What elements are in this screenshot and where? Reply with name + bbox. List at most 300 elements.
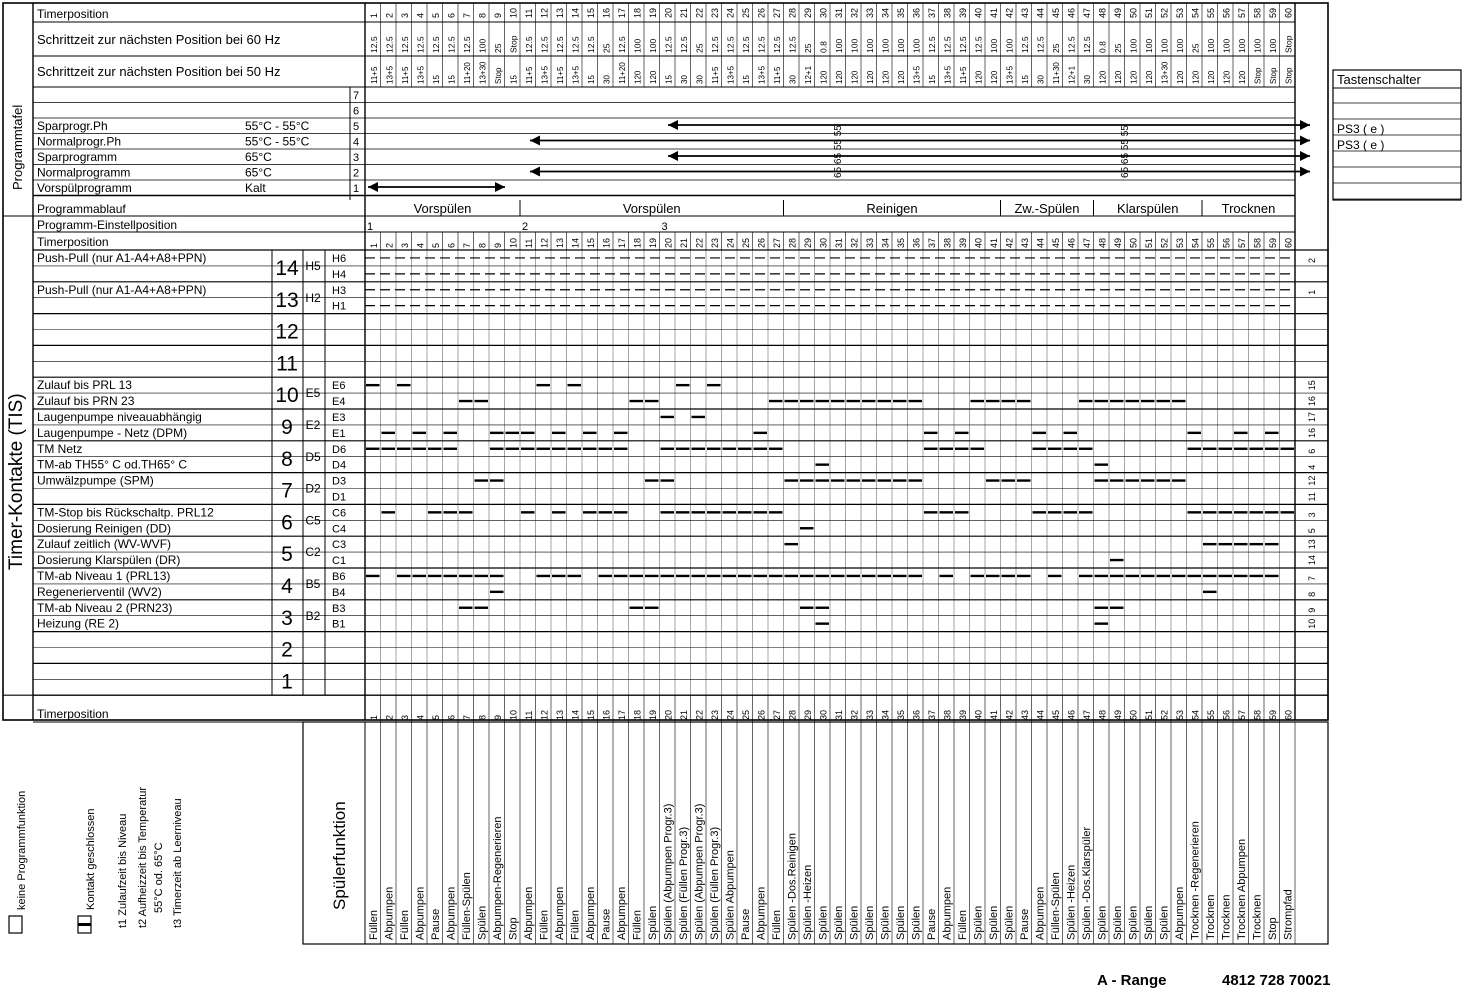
programm-temp: 65°C [245, 150, 272, 164]
timer-position-number: 6 [446, 242, 457, 248]
timer-position-number: 17 [616, 7, 627, 18]
contact-id: E6 [332, 380, 346, 393]
step50-value: 120 [896, 70, 906, 84]
timer-position-number: 20 [663, 7, 674, 18]
timer-position-number: 34 [880, 709, 891, 720]
strompfad-number: 6 [1307, 448, 1317, 454]
timer-position-number: 7 [461, 12, 472, 18]
timer-position-number: 5 [430, 714, 441, 720]
timer-position-number: 24 [725, 237, 736, 248]
timer-position-number: 9 [492, 12, 503, 18]
program-arrow-head [530, 167, 540, 177]
function-label: Füllen [770, 910, 783, 940]
function-label: Pause [1018, 908, 1031, 940]
function-label: Abpumpen [1173, 886, 1186, 940]
strompfad-number: 8 [1307, 591, 1317, 597]
strompfad-number: 17 [1307, 411, 1317, 422]
step50-value: 120 [1144, 70, 1154, 84]
contact-label: TM-ab Niveau 2 (PRN23) [37, 600, 173, 615]
timer-row-label: Timerposition [37, 235, 109, 249]
function-label: Spülen Abpumpen [724, 850, 737, 940]
timer-position-number: 29 [802, 237, 813, 248]
programm-name: Vorspülprogramm [37, 181, 132, 195]
programm-name: Sparprogr.Ph [37, 119, 108, 133]
step50-value: 120 [1113, 70, 1123, 84]
step50-value: 11+5 [555, 66, 565, 84]
function-label: Abpumpen [445, 886, 458, 940]
contact-group: H2 [305, 290, 321, 305]
timer-position-number: 48 [1097, 237, 1108, 248]
legend-t1: t1 Zulaufzeit bis Niveau [117, 813, 129, 928]
function-title: Spülerfunktion [330, 801, 349, 910]
contact-group: E5 [305, 386, 321, 401]
step60-value: 25 [1112, 43, 1123, 53]
ablauf-label: Programmablauf [37, 202, 126, 216]
function-label: Spülen -Dos.Reinigen [786, 832, 799, 940]
footer-range: A - Range [1097, 972, 1167, 989]
timer-position-number: 4 [415, 714, 426, 720]
legend-t2b: 55°C od. 65°C [153, 842, 165, 913]
step60-value: 100 [911, 38, 922, 53]
timer-position-number: 57 [1236, 237, 1247, 248]
function-label: Spülen [1111, 905, 1124, 940]
timer-position-number: 7 [461, 242, 472, 248]
step60-value: 12.5 [756, 36, 767, 53]
timer-position-number: 5 [430, 12, 441, 18]
timer-position-number: 57 [1236, 709, 1247, 720]
step60-value: 100 [895, 38, 906, 53]
step60-value: 25 [802, 43, 813, 53]
contact-id: H1 [332, 300, 347, 313]
contact-label: TM-Stop bis Rückschaltp. PRL12 [37, 505, 214, 520]
step60-value: 25 [1050, 43, 1061, 53]
contact-id: H3 [332, 284, 347, 297]
strompfad-number: 11 [1307, 492, 1317, 502]
step50-value: 120 [850, 70, 860, 84]
step60-value: 12.5 [771, 36, 782, 53]
step50-value: 120 [648, 70, 658, 84]
legend-closed: Kontakt geschlossen [85, 808, 97, 910]
step50-value: 12+1 [803, 65, 813, 84]
contact-number: 3 [281, 606, 293, 630]
contact-id: E4 [332, 396, 346, 409]
timer-position-number: 11 [523, 8, 534, 18]
contact-label: TM Netz [37, 441, 83, 456]
timer-position-number: 14 [570, 237, 581, 248]
timer-position-number: 35 [895, 7, 906, 18]
contact-id: C4 [332, 523, 347, 536]
step60-value: 100 [833, 38, 844, 53]
function-label: Spülen [1096, 905, 1109, 940]
function-label: Abpumpen [414, 886, 427, 940]
step60-value: Stop [508, 35, 519, 53]
contact-label: Zulauf bis PRN 23 [37, 394, 135, 409]
timer-position-number: 13 [554, 237, 565, 248]
timer-position-number: 26 [756, 7, 767, 18]
step60-value: 12.5 [446, 36, 457, 53]
timer-position-number: 18 [632, 237, 643, 248]
program-arrow-head [668, 151, 678, 161]
contact-number: 7 [281, 479, 293, 503]
step60-value: 12.5 [942, 36, 953, 53]
timer-position-number: 24 [725, 7, 736, 18]
step50-value: 30 [695, 75, 705, 84]
step50-value: 15 [927, 75, 937, 84]
einstell-number: 1 [367, 221, 374, 233]
function-label: Spülen [817, 905, 830, 940]
step60-value: 12.5 [430, 36, 441, 53]
contact-number: 10 [275, 384, 299, 408]
timer-position-number: 10 [508, 237, 519, 248]
step60-value: 100 [988, 38, 999, 53]
contact-id: D3 [332, 475, 347, 488]
timer-position-number: 53 [1174, 709, 1185, 720]
step50-value: 120 [865, 70, 875, 84]
contact-number: 1 [281, 670, 293, 694]
timer-position-number: 47 [1081, 709, 1092, 720]
timer-position-number: 42 [1004, 7, 1015, 18]
timer-position-number: 27 [771, 237, 782, 248]
contact-label: TM-ab Niveau 1 (PRL13) [37, 569, 171, 583]
contact-id: D6 [332, 443, 347, 456]
timer-position-number: 13 [554, 7, 565, 18]
program-arrow-head [495, 182, 505, 192]
timer-position-number: 28 [787, 709, 798, 720]
timer-position-number: 29 [802, 709, 813, 720]
step60-value: 100 [849, 38, 860, 53]
timer-position-number: 60 [1283, 709, 1294, 720]
timer-position-number: 32 [849, 7, 860, 18]
timer-position-number: 2 [384, 242, 395, 248]
timer-position-number: 60 [1283, 237, 1294, 248]
timer-position-number: 47 [1081, 237, 1092, 248]
programmtafel-title: Programmtafel [10, 104, 25, 190]
step60-value: 12.5 [554, 36, 565, 53]
function-label: Abpumpen [522, 886, 535, 940]
program-arrow-head [1300, 167, 1310, 177]
timer-position-number: 6 [446, 12, 457, 18]
contact-label: Dosierung Klarspülen (DR) [37, 553, 181, 568]
contact-id: B3 [332, 602, 346, 615]
function-label: Spülen [1158, 905, 1171, 940]
step50-value: 30 [602, 75, 612, 84]
step50-value: 15 [447, 75, 457, 84]
step50-value: 120 [881, 70, 891, 84]
header-step60-label: Schrittzeit zur nächsten Position bei 60 Hz [37, 32, 281, 47]
step50-value: 15 [741, 75, 751, 84]
function-label: Abpumpen [383, 886, 396, 940]
timer-position-number: 58 [1252, 709, 1263, 720]
step50-value: 120 [1237, 70, 1247, 84]
timer-position-number: 52 [1159, 709, 1170, 720]
timer-position-number: 44 [1035, 7, 1046, 18]
timer-position-number: 58 [1252, 237, 1263, 248]
step60-value: 12.5 [585, 36, 596, 53]
program-arrow-head [1300, 151, 1310, 161]
step60-value: 12.5 [539, 36, 550, 53]
contact-number: 2 [281, 638, 293, 662]
timer-position-number: 54 [1190, 237, 1201, 248]
phase-label: Klarspülen [1117, 201, 1179, 216]
phase-label: Reinigen [866, 201, 918, 216]
timer-position-number: 8 [477, 714, 488, 720]
timer-position-number: 23 [709, 237, 720, 248]
timer-position-number: 16 [601, 709, 612, 720]
timer-position-number: 8 [477, 242, 488, 248]
timer-position-number: 29 [802, 7, 813, 18]
step50-value: 15 [431, 75, 441, 84]
step50-value: 15 [664, 75, 674, 84]
timer-position-number: 28 [787, 7, 798, 18]
strompfad-number: 1 [1307, 289, 1317, 295]
timer-position-number: 39 [957, 7, 968, 18]
timer-position-number: 31 [833, 709, 844, 720]
strompfad-number: 16 [1307, 427, 1317, 438]
step50-value: 120 [1098, 70, 1108, 84]
timer-position-number: 40 [973, 709, 984, 720]
function-label: Spülen [910, 905, 923, 940]
function-label: Füllen [538, 910, 551, 940]
step60-value: 12.5 [1066, 36, 1077, 53]
timer-position-number: 12 [539, 237, 550, 248]
function-label: Spülen [476, 905, 489, 940]
timer-position-number: 19 [647, 237, 658, 248]
function-label: Spülen -Heizen [801, 864, 814, 940]
function-label: Trocknen [1220, 894, 1233, 940]
function-label: Füllen-Spülen [460, 872, 473, 940]
step60-value: 12.5 [663, 36, 674, 53]
step50-value: 13+5 [912, 65, 922, 84]
timer-position-number: 25 [740, 237, 751, 248]
function-label: Spülen (Abpumpen Progr.3) [662, 803, 675, 940]
timer-position-number: 24 [725, 709, 736, 720]
timer-position-number: 1 [368, 714, 379, 720]
step50-value: 13+5 [1005, 65, 1015, 84]
step50-value: 13+5 [416, 65, 426, 84]
timer-position-number: 51 [1143, 709, 1154, 720]
timer-position-number: 38 [942, 709, 953, 720]
programm-number: 2 [353, 167, 360, 180]
timer-position-number: 18 [632, 709, 643, 720]
programm-number: 4 [353, 136, 360, 149]
step60-value: 25 [601, 43, 612, 53]
timer-position-number: 20 [663, 709, 674, 720]
timer-position-number: 10 [508, 7, 519, 18]
timer-position-number: 37 [926, 237, 937, 248]
step50-value: 15 [509, 75, 519, 84]
timer-position-number: 51 [1143, 237, 1154, 248]
timer-position-number: 44 [1035, 237, 1046, 248]
programm-name: Sparprogramm [37, 150, 118, 164]
timer-position-number: 50 [1128, 237, 1139, 248]
contact-number: 8 [281, 447, 293, 471]
timer-position-number: 45 [1050, 237, 1061, 248]
contact-label: Push-Pull (nur A1-A4+A8+PPN) [37, 251, 207, 265]
legend-t2: t2 Aufheizzeit bis Temperatur [137, 786, 149, 928]
timer-position-number: 3 [399, 12, 410, 18]
timer-position-number: 31 [833, 7, 844, 18]
programm-number: 6 [353, 105, 360, 118]
phase-label: Trocknen [1221, 201, 1276, 216]
timer-position-number: 39 [957, 709, 968, 720]
strompfad-number: 16 [1307, 396, 1317, 407]
step60-value: 100 [1252, 38, 1263, 53]
timer-position-number: 20 [663, 237, 674, 248]
contact-number: 11 [276, 352, 298, 376]
timer-position-number: 19 [647, 709, 658, 720]
step60-value: 100 [880, 38, 891, 53]
timer-position-number: 56 [1221, 709, 1232, 720]
strompfad-number: 13 [1307, 539, 1317, 550]
timer-position-number: 7 [461, 714, 472, 720]
step60-value: 12.5 [1081, 36, 1092, 53]
step50-value: 13+5 [943, 65, 953, 84]
contact-group: H5 [305, 259, 321, 273]
timer-position-number: 35 [895, 709, 906, 720]
step50-value: 120 [834, 70, 844, 84]
timer-position-number: 52 [1159, 237, 1170, 248]
timer-position-number: 15 [585, 237, 596, 248]
function-label: Spülen [972, 905, 985, 940]
timer-position-number: 8 [477, 12, 488, 18]
timer-position-number: 33 [864, 709, 875, 720]
step50-value: 11+5 [400, 66, 410, 84]
timer-position-number: 44 [1035, 709, 1046, 720]
timer-position-number: 57 [1236, 7, 1247, 18]
timer-position-number: 36 [911, 7, 922, 18]
timer-position-number: 34 [880, 237, 891, 248]
contact-id: C6 [332, 507, 347, 520]
step50-value: 11+5 [524, 66, 534, 84]
programm-temp: 55°C - 55°C [245, 134, 310, 149]
timer-position-number: 39 [957, 237, 968, 248]
step60-value: 12.5 [973, 36, 984, 53]
contact-number: 9 [281, 416, 293, 439]
timer-position-number: 49 [1112, 7, 1123, 18]
timer-position-number: 35 [895, 237, 906, 248]
programm-name: Normalprogr.Ph [37, 134, 122, 149]
function-label: Abpumpen [941, 886, 954, 940]
timer-position-number: 59 [1267, 237, 1278, 248]
program-temps-b: 65 65 55 55 [1120, 125, 1131, 178]
timer-position-number: 43 [1019, 7, 1030, 18]
function-label: Abpumpen-Regenerieren [491, 816, 504, 940]
contact-id: E3 [332, 412, 346, 424]
strompfad-number: 4 [1307, 464, 1317, 470]
phase-label: Vorspülen [622, 201, 681, 216]
timer-position-number: 21 [678, 709, 689, 720]
timer-position-number: 31 [833, 237, 844, 248]
contact-group: C5 [305, 513, 321, 528]
function-label: Spülen (Füllen Progr.3) [677, 826, 690, 940]
strompfad-number: 9 [1307, 607, 1317, 613]
timer-position-number: 22 [694, 709, 705, 720]
timer-position-number: 1 [368, 242, 379, 248]
contact-group: D5 [305, 449, 321, 464]
phase-label: Vorspülen [413, 201, 472, 216]
step60-value: 0.8 [1097, 41, 1108, 53]
timer-position-number: 18 [632, 7, 643, 18]
timer-position-number: 12 [539, 709, 550, 720]
step50-value: 13+5 [385, 65, 395, 84]
step60-value: 100 [1143, 38, 1154, 53]
function-label: Strompfad [1282, 889, 1295, 940]
step60-value: 100 [1236, 38, 1247, 53]
function-label: Spülen [894, 905, 907, 940]
step60-value: 100 [1205, 38, 1216, 53]
contact-label: Regenerierventil (WV2) [37, 584, 162, 599]
timer-position-number: 16 [601, 7, 612, 18]
programm-temp: 55°C - 55°C [245, 119, 310, 133]
step60-value: 12.5 [1019, 36, 1030, 53]
step50-value: 30 [1036, 75, 1046, 84]
program-arrow-head [1300, 120, 1310, 130]
function-label: Trocknen Abpumpen [1235, 838, 1248, 940]
timer-position-number: 9 [492, 242, 503, 248]
timer-position-number: 59 [1267, 709, 1278, 720]
programm-name: Normalprogramm [37, 165, 131, 180]
program-arrow-head [368, 182, 378, 192]
strompfad-number: 12 [1307, 475, 1317, 486]
contact-group: B5 [305, 577, 321, 591]
strompfad-number: 10 [1307, 618, 1317, 629]
contact-id: C1 [332, 555, 347, 568]
step60-value: 12.5 [678, 36, 689, 53]
timer-position-number: 48 [1097, 709, 1108, 720]
programm-temp: 65°C [245, 165, 272, 180]
timer-position-number: 27 [771, 7, 782, 18]
contact-id: E1 [332, 427, 346, 440]
timer-position-number: 40 [973, 237, 984, 248]
timer-position-number: 28 [787, 237, 798, 248]
timer-position-number: 42 [1004, 237, 1015, 248]
step60-value: 100 [1004, 38, 1015, 53]
function-label: Spülen [1142, 905, 1155, 940]
strompfad-number: 5 [1307, 528, 1317, 534]
function-label: Abpumpen [1034, 886, 1047, 940]
timer-position-number: 46 [1066, 709, 1077, 720]
contact-label: Zulauf bis PRL 13 [37, 378, 132, 393]
timer-position-number: 23 [709, 7, 720, 18]
legend-empty-box [9, 916, 22, 933]
step60-value: 12.5 [926, 36, 937, 53]
step60-value: 12.5 [787, 36, 798, 53]
timer-position-number: 59 [1267, 7, 1278, 18]
contact-number: 14 [275, 257, 299, 280]
timer-position-number: 49 [1112, 709, 1123, 720]
legend-t3: t3 Timerzeit ab Leerniveau [172, 798, 184, 928]
step60-value: 12.5 [415, 36, 426, 53]
contact-number: 6 [281, 511, 293, 535]
step60-value: 100 [1159, 38, 1170, 53]
timer-position-number: 53 [1174, 7, 1185, 18]
timer-position-number: 36 [911, 709, 922, 720]
step50-value: 120 [1129, 70, 1139, 84]
timer-position-number: 38 [942, 7, 953, 18]
step60-value: 100 [1128, 38, 1139, 53]
function-label: Spülen -Dos.Klarspüler [1080, 826, 1093, 940]
tastenschalter-item: PS3 ( e ) [1337, 122, 1385, 136]
step50-value: 30 [1082, 75, 1092, 84]
timer-position-number: 26 [756, 237, 767, 248]
step60-value: 25 [1190, 43, 1201, 53]
timer-position-number: 60 [1283, 7, 1294, 18]
timer-row-label: Timerposition [37, 707, 109, 721]
function-label: Spülen [848, 905, 861, 940]
programm-number: 3 [353, 152, 360, 164]
function-label: Pause [925, 908, 938, 940]
function-label: Abpumpen [584, 886, 597, 940]
